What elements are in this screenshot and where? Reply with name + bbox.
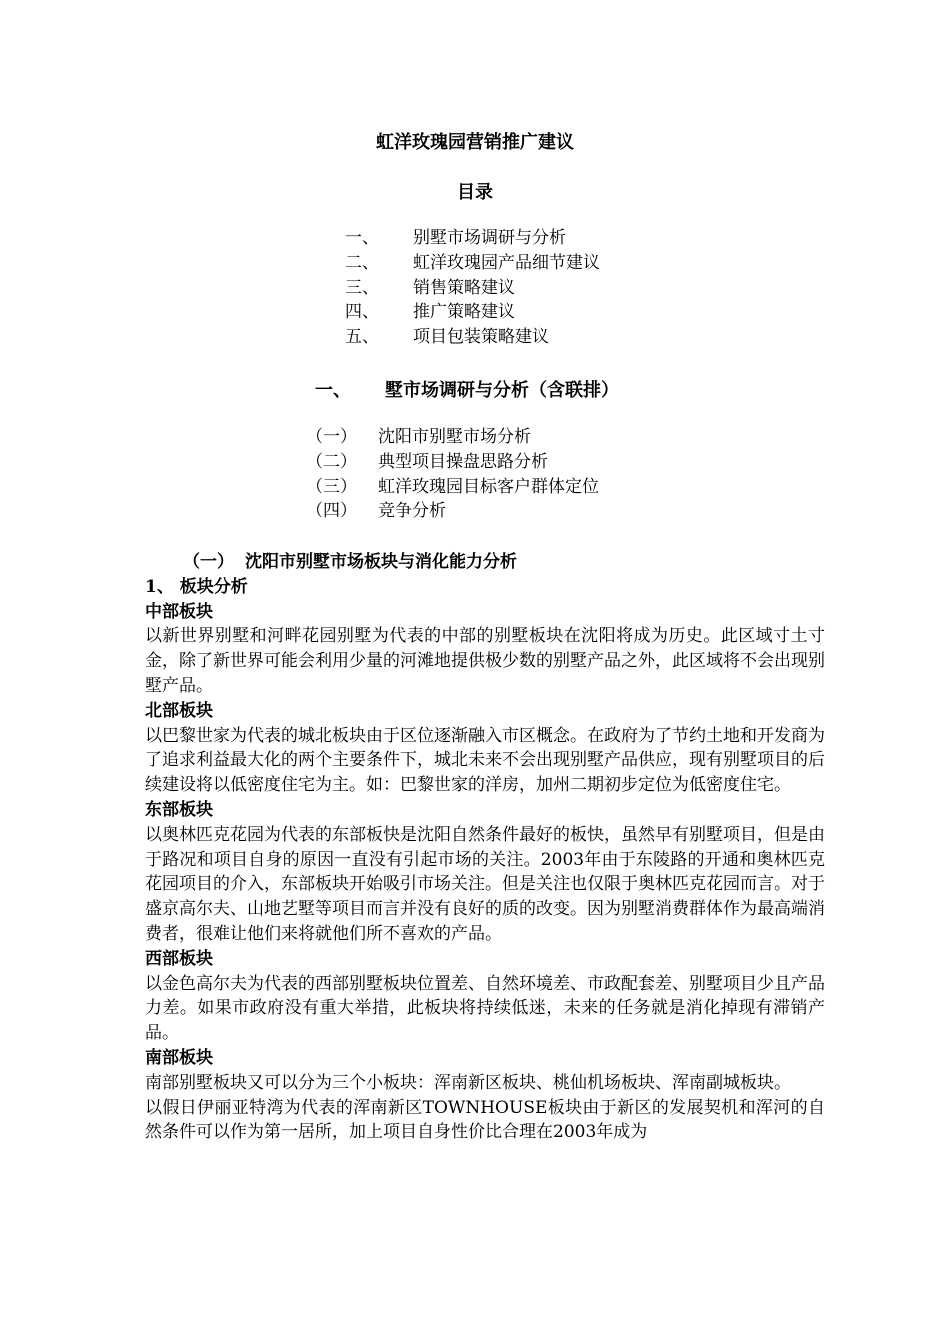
subtoc-number: （一） <box>306 427 357 447</box>
subtoc-item <box>306 475 599 500</box>
toc-item <box>345 251 600 276</box>
subtoc-item <box>306 450 599 475</box>
section-number: 一、 <box>315 380 351 401</box>
toc-number: 五、 <box>345 327 379 348</box>
toc-text: 别墅市场调研与分析 <box>413 228 566 248</box>
subtoc-item <box>306 425 599 450</box>
subtoc-number: （三） <box>306 476 357 497</box>
toc-item <box>345 325 600 350</box>
toc-text: 项目包装策略建议 <box>413 327 549 348</box>
toc-item <box>345 226 600 251</box>
subtoc-text: 典型项目操盘思路分析 <box>378 451 548 472</box>
block-heading: 南部板块 <box>145 1047 213 1068</box>
table-of-contents <box>345 226 600 350</box>
numbered-heading: 1、 板块分析 <box>145 576 248 597</box>
toc-text: 推广策略建议 <box>413 302 515 323</box>
subsection-number: （一） <box>183 552 234 572</box>
toc-number: 二、 <box>345 252 379 273</box>
toc-heading: 目录 <box>457 182 493 203</box>
toc-text: 销售策略建议 <box>413 277 515 298</box>
paragraph: 以金色高尔夫为代表的西部别墅板块位置差、自然环境差、市政配套差、别墅项目少且产品力差。如果市政府没有重大举措，此板块将持续低迷，未来的任务就是消化掉现有滞销产品。 <box>145 973 825 1044</box>
document-body <box>145 550 825 1145</box>
paragraph: 以巴黎世家为代表的城北板块由于区位逐渐融入市区概念。在政府为了节约土地和开发商为了追求利益最大化的两个主要条件下，城北未来不会出现别墅产品供应，现有别墅项目的后续建设将以低密度住宅为主。如：巴黎世家的洋房，加州二期初步定位为低密度住宅。 <box>145 725 825 796</box>
paragraph: 以新世界别墅和河畔花园别墅为代表的中部的别墅板块在沈阳将成为历史。此区域寸土寸金，除了新世界可能会利用少量的河滩地提供极少数的别墅产品之外，此区域将不会出现别墅产品。 <box>145 626 825 696</box>
toc-number: 四、 <box>345 302 379 323</box>
subsection-title: 沈阳市别墅市场板块与消化能力分析 <box>245 552 517 572</box>
toc-item <box>345 276 600 301</box>
paragraph: 以假日伊丽亚特湾为代表的浑南新区TOWNHOUSE板块由于新区的发展契机和浑河的自然条件可以作为第一居所，加上项目自身性价比合理在2003年成为 <box>145 1097 825 1143</box>
toc-item <box>345 300 600 325</box>
document-title: 虹洋玫瑰园营销推广建议 <box>376 132 574 153</box>
subsection-heading <box>145 550 825 575</box>
paragraph: 以奥林匹克花园为代表的东部板快是沈阳自然条件最好的板快，虽然早有别墅项目，但是由于路况和项目自身的原因一直没有引起市场的关注。2003年由于东陵路的开通和奥林匹克花园项目的介入，东部板块开始吸引市场关注。但是关注也仅限于奥林匹克花园而言。对于盛京高尔夫、山地艺墅等项目而言并没有良好的质的改变。因为别墅消费群体作为最高端消费者，很难让他们来将就他们所不喜欢的产品。 <box>145 824 825 944</box>
section-title: 墅市场调研与分析（含联排） <box>385 380 619 401</box>
subtoc-number: （四） <box>306 501 357 522</box>
block-heading: 中部板块 <box>145 601 213 622</box>
block-heading: 东部板块 <box>145 799 213 820</box>
paragraph: 南部别墅板块又可以分为三个小板块：浑南新区板块、桃仙机场板块、浑南副城板块。 <box>145 1072 791 1093</box>
subtoc-text: 竞争分析 <box>378 501 446 522</box>
subtoc-number: （二） <box>306 451 357 472</box>
block-heading: 北部板块 <box>145 700 213 721</box>
subtoc-text: 沈阳市别墅市场分析 <box>378 427 531 447</box>
section-contents <box>306 425 599 524</box>
toc-text: 虹洋玫瑰园产品细节建议 <box>413 252 600 273</box>
toc-number: 一、 <box>345 228 379 248</box>
subtoc-item <box>306 499 599 524</box>
section-heading <box>315 376 619 402</box>
toc-number: 三、 <box>345 277 379 298</box>
block-heading: 西部板块 <box>145 948 213 969</box>
subtoc-text: 虹洋玫瑰园目标客户群体定位 <box>378 476 599 497</box>
